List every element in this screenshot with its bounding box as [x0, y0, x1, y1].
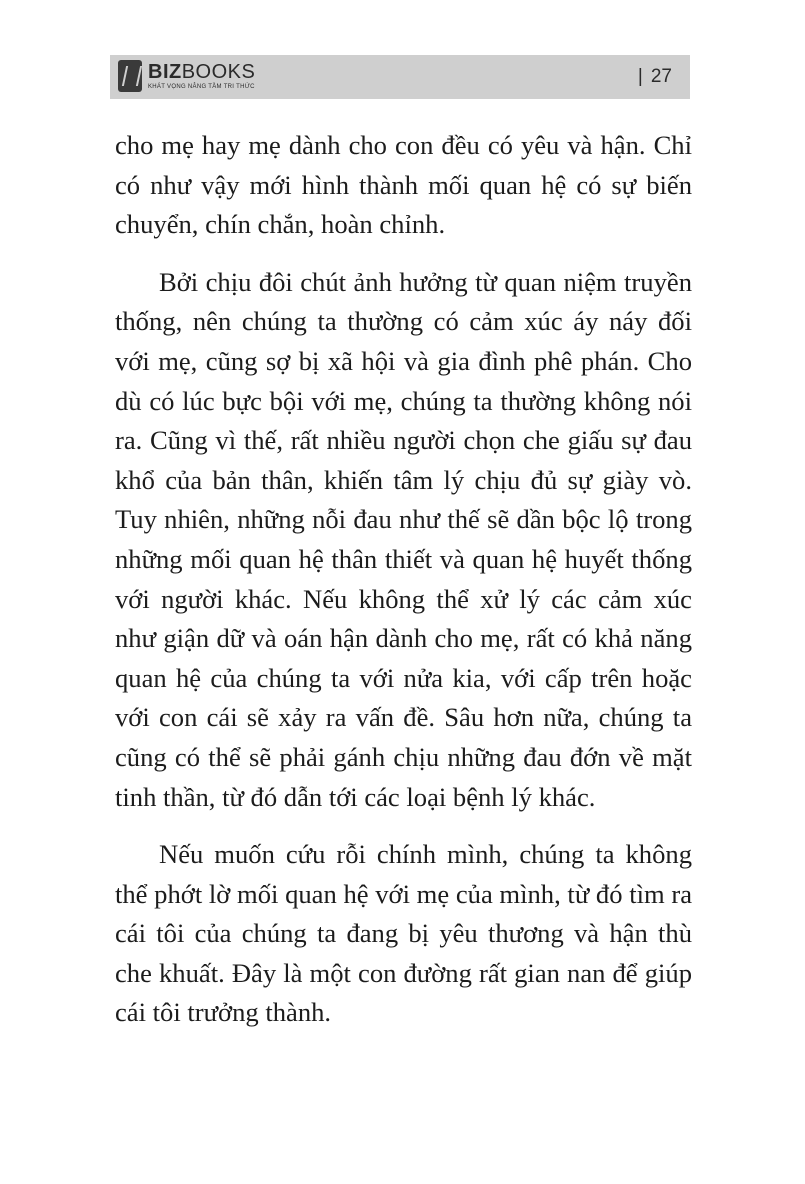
page-number-value: 27 — [650, 66, 672, 87]
logo-mark-icon — [118, 60, 142, 92]
body-text — [115, 126, 692, 1051]
paragraph: cho mẹ hay mẹ dành cho con đều có yêu và hận. Chỉ có như vậy mới hình thành mối quan hệ có sự biến chuyển, chín chắn, hoàn chỉnh. — [115, 130, 692, 240]
page-number — [638, 66, 672, 88]
logo-tagline: KHÁT VỌNG NÂNG TẦM TRI THỨC — [148, 84, 255, 90]
page-header — [110, 55, 690, 99]
paragraph: Bởi chịu đôi chút ảnh hưởng từ quan niệm truyền thống, nên chúng ta thường có cảm xúc áy náy đối với mẹ, cũng sợ bị xã hội và gia đình phê phán. Cho dù có lúc bực bội với mẹ, chúng ta thường không nói ra. Cũng vì thế, rất nhiều người chọn che giấu sự đau khổ của bản thân, khiến tâm lý chịu đủ sự giày vò. Tuy nhiên, những nỗi đau như thế sẽ dần bộc lộ trong những mối quan hệ thân thiết và quan hệ huyết thống với người khác. Nếu không thể xử lý các cảm xúc như giận dữ và oán hận dành cho mẹ, rất có khả năng quan hệ của chúng ta với nửa kia, với cấp trên hoặc với con cái sẽ xảy ra vấn đề. Sâu hơn nữa, chúng ta cũng có thể sẽ phải gánh chịu những đau đớn về mặt tinh thần, từ đó dẫn tới các loại bệnh lý khác. — [115, 266, 692, 812]
page-number-separator: | — [637, 66, 643, 87]
publisher-logo — [118, 60, 255, 92]
logo-name-bold: BIZ — [148, 61, 182, 83]
logo-name-light: BOOKS — [181, 61, 256, 83]
paragraph: Nếu muốn cứu rỗi chính mình, chúng ta không thể phớt lờ mối quan hệ với mẹ của mình, từ đó tìm ra cái tôi của chúng ta đang bị yêu thương và hận thù che khuất. Đây là một con đường rất gian nan để giúp cái tôi trưởng thành. — [115, 839, 692, 1028]
logo-text — [148, 62, 255, 90]
logo-name — [148, 62, 255, 82]
